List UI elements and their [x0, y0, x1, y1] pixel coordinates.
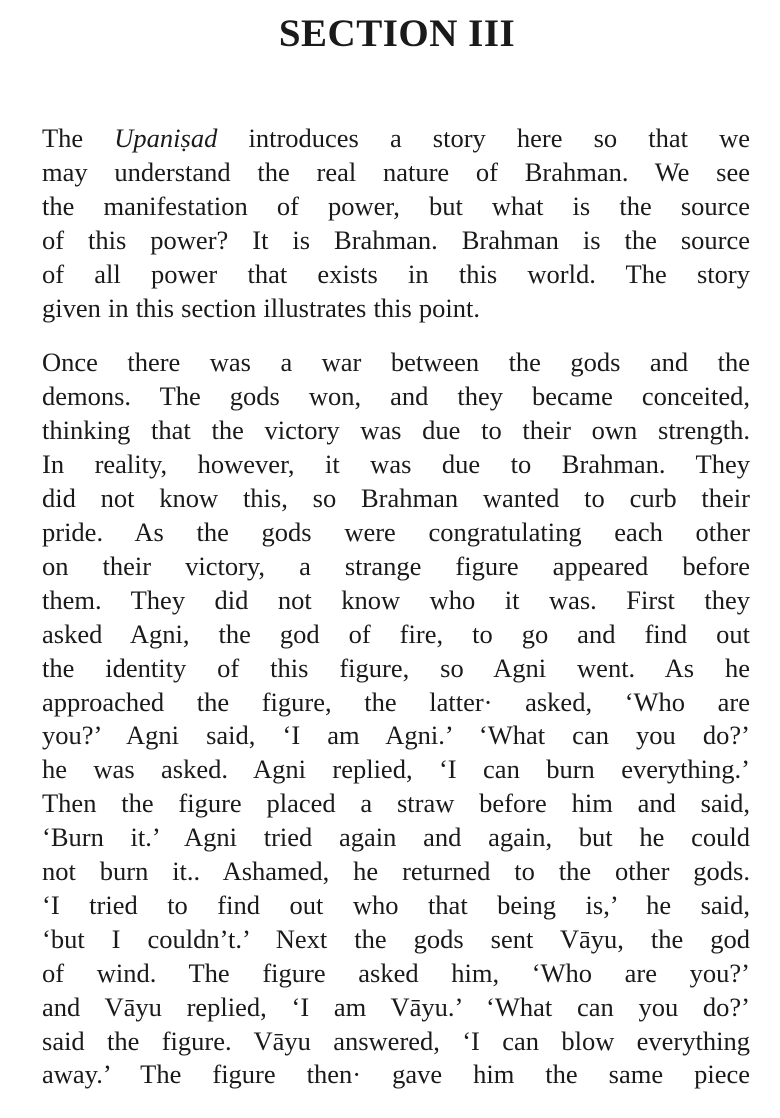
- text-line: The Upaniṣad introduces a story here so that we: [42, 123, 750, 153]
- text-line: of all power that exists in this world. The story: [42, 258, 750, 289]
- text-line: may understand the real nature of Brahman. We see: [42, 156, 750, 187]
- text-line: Once there was a war between the gods and the: [42, 347, 750, 378]
- text-line: said the figure. Vāyu answered, ‘I can blow everything: [42, 1025, 750, 1056]
- text-line: ‘I tried to find out who that being is,’ he said,: [42, 889, 750, 920]
- text-line: on their victory, a strange figure appeared before: [42, 550, 750, 581]
- text-line: did not know this, so Brahman wanted to curb their: [42, 483, 750, 514]
- document-page: [0, 10, 780, 1118]
- text-line: In reality, however, it was due to Brahman. They: [42, 449, 750, 480]
- text-line: and Vāyu replied, ‘I am Vāyu.’ ‘What can you do?’: [42, 991, 750, 1022]
- story-paragraph: [42, 346, 750, 1092]
- text-line: ‘but I couldn’t.’ Next the gods sent Vāyu, the god: [42, 923, 750, 954]
- text-line: given in this section illustrates this point.: [42, 292, 481, 323]
- section-heading: SECTION III: [278, 12, 516, 55]
- text-line: demons. The gods won, and they became conceited,: [42, 381, 750, 412]
- text-line: thinking that the victory was due to their own strength.: [42, 415, 750, 446]
- text-line: the identity of this figure, so Agni went. As he: [42, 652, 750, 683]
- text-line: Then the figure placed a straw before him and said,: [42, 788, 750, 819]
- text-line: pride. As the gods were congratulating each other: [42, 516, 750, 547]
- text-line: of this power? It is Brahman. Brahman is the source: [42, 224, 750, 255]
- text-line: away.’ The figure then· gave him the same piece: [42, 1059, 750, 1090]
- upanisad-title: Upaniṣad: [114, 123, 218, 153]
- text-line: approached the figure, the latter· asked, ‘Who are: [42, 686, 750, 717]
- text-line: not burn it.. Ashamed, he returned to the other gods.: [42, 856, 750, 887]
- text-line: them. They did not know who it was. First they: [42, 584, 750, 615]
- text-line: he was asked. Agni replied, ‘I can burn everything.’: [42, 754, 750, 785]
- text-line: the manifestation of power, but what is the source: [42, 190, 750, 221]
- text-line: of wind. The figure asked him, ‘Who are you?’: [42, 957, 750, 988]
- intro-paragraph: [42, 122, 750, 325]
- text-line: ‘Burn it.’ Agni tried again and again, but he could: [42, 822, 750, 853]
- text-line: asked Agni, the god of fire, to go and find out: [42, 618, 750, 649]
- text-line: you?’ Agni said, ‘I am Agni.’ ‘What can you do?’: [42, 720, 750, 751]
